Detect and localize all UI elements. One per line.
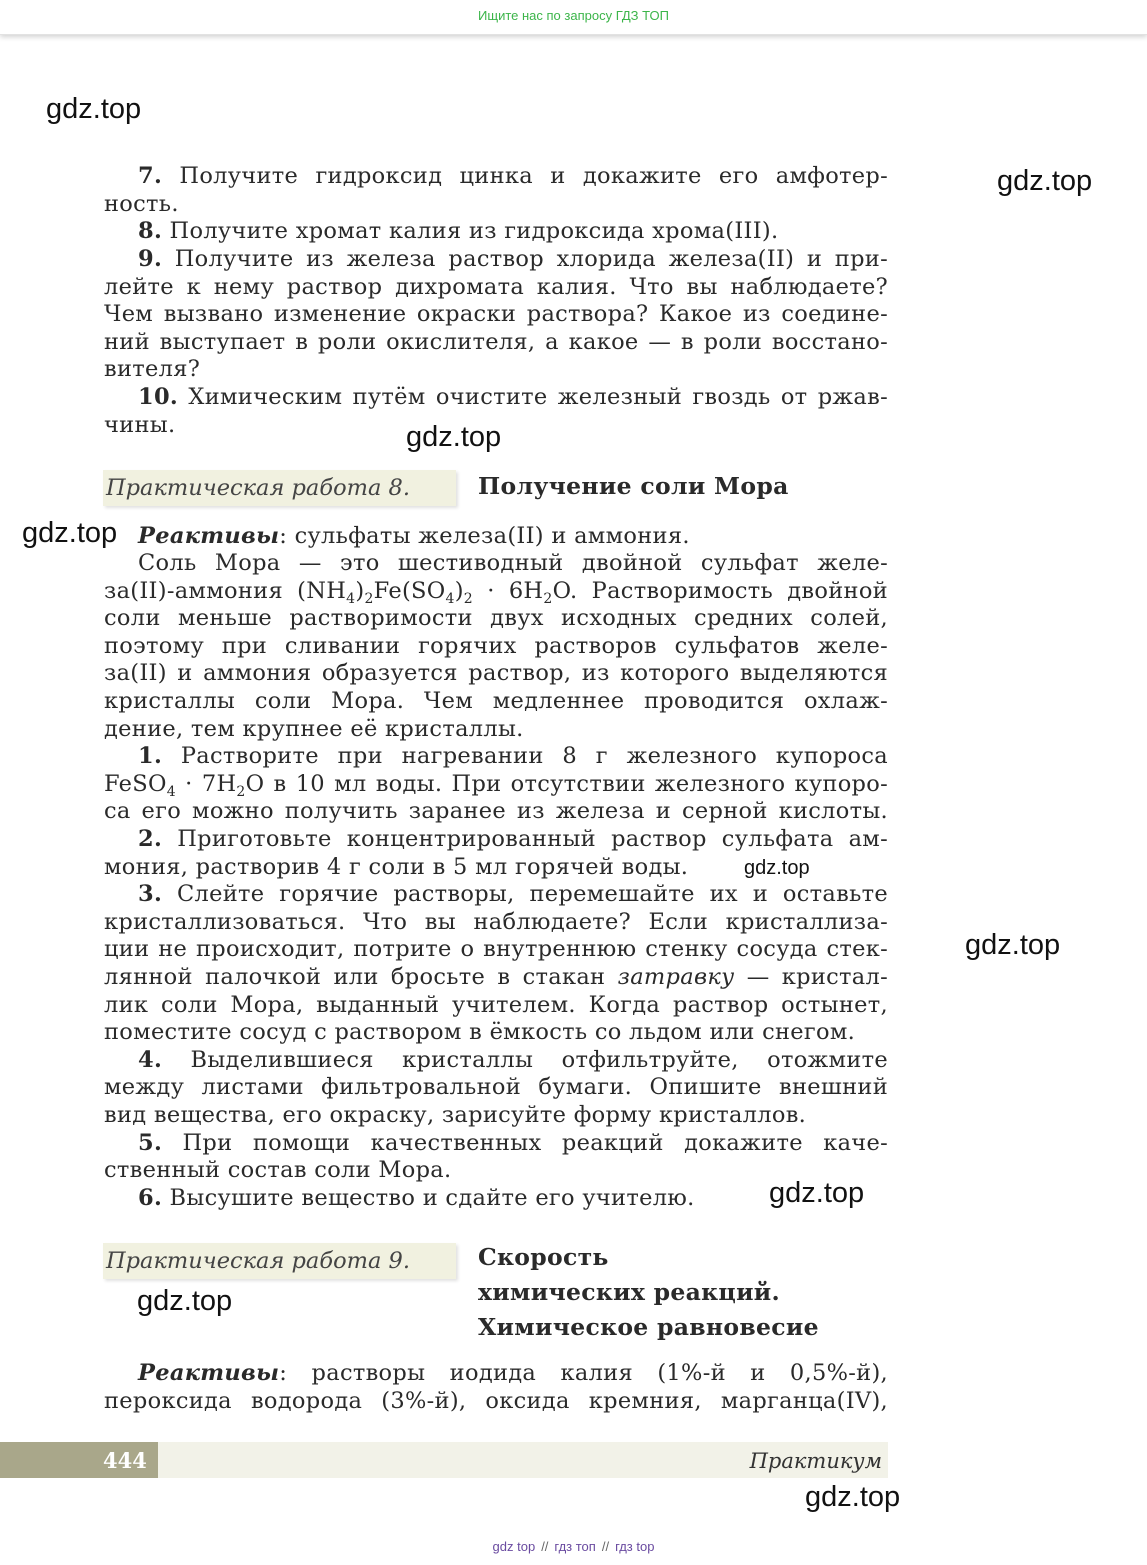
- work-8-para: за(II) и аммония образуется раствор, из которого выделяются: [104, 660, 888, 686]
- item-8-line: 8. Получите хромат калия из гидроксида хрома(III).: [138, 218, 779, 244]
- work-8-reagents: Реактивы: сульфаты железа(II) и аммония.: [138, 523, 690, 549]
- watermark: gdz.top: [22, 517, 118, 549]
- watermark: gdz.top: [769, 1177, 865, 1209]
- top-banner[interactable]: Ищите нас по запросу ГДЗ ТОП: [0, 0, 1147, 35]
- work-8-para: поэтому при сливании горячих растворов сульфатов желе-: [104, 633, 888, 659]
- work-9-label: Практическая работа 9.: [103, 1243, 456, 1279]
- step-3-line: лик соли Мора, выданный учителем. Когда раствор остынет,: [104, 992, 888, 1018]
- step-3-line: лянной палочкой или бросьте в стакан затравку — кристал-: [104, 964, 888, 990]
- step-4-line: вид вещества, его окраску, зарисуйте форму кристаллов.: [104, 1102, 807, 1128]
- step-1-line: 1. Растворите при нагревании 8 г железного купороса: [138, 743, 889, 769]
- item-7-line: 7. Получите гидроксид цинка и докажите его амфотер-: [138, 163, 889, 189]
- section-name: Практикум: [749, 1449, 882, 1473]
- item-9-line: 9. Получите из железа раствор хлорида железа(II) и при-: [138, 246, 889, 272]
- bottom-links: [0, 1539, 1147, 1554]
- work-8-para: за(II)-аммония $(NH_4)_2Fe(SO_4)_2 \cdot 6H_2O$. Растворимость двойной: [104, 578, 888, 607]
- step-1-line: FeSO$_4$ · $7H_2O$ в 10 мл воды. При отсутствии железного купоро-: [104, 771, 888, 800]
- page-number: 444: [103, 1448, 147, 1473]
- work-8-para: Соль Мора — это шестиводный двойной сульфат желе-: [138, 550, 888, 576]
- page-number-bar: [0, 1442, 158, 1478]
- watermark: gdz.top: [137, 1285, 233, 1317]
- work-8-para: соли меньше растворимости двух исходных средних солей,: [104, 605, 888, 631]
- item-9-line: вителя?: [104, 356, 201, 382]
- link-separator: //: [541, 1539, 549, 1554]
- step-4-line: 4. Выделившиеся кристаллы отфильтруйте, отожмите: [138, 1047, 888, 1073]
- work-8-para: кристаллы соли Мора. Чем медленнее проводится охлаж-: [104, 688, 888, 714]
- step-3-line: кристаллизоваться. Что вы наблюдаете? Если кристаллиза-: [104, 909, 888, 935]
- watermark: gdz.top: [965, 929, 1061, 961]
- work-9-reagents: Реактивы: растворы иодида калия (1%-й и 0,5%-й),: [138, 1360, 888, 1386]
- work-9-title-line: Скорость: [478, 1243, 609, 1271]
- step-4-line: между листами фильтровальной бумаги. Опишите внешний: [104, 1074, 888, 1100]
- work-8-title: Получение соли Мора: [478, 472, 789, 500]
- work-8-para: дение, тем крупнее её кристаллы.: [104, 716, 524, 742]
- link-separator: //: [601, 1539, 610, 1554]
- step-3-line: ции не происходит, потрите о внутреннюю стенку сосуда стек-: [104, 936, 888, 962]
- item-10-line: 10. Химическим путём очистите железный гвоздь от ржав-: [138, 384, 889, 410]
- bottom-link[interactable]: гдз топ: [554, 1539, 596, 1554]
- step-5-line: ственный состав соли Мора.: [104, 1157, 452, 1183]
- work-9-title-line: Химическое равновесие: [478, 1313, 819, 1341]
- item-9-line: Чем вызвано изменение окраски раствора? Какое из соедине-: [104, 301, 888, 327]
- step-3-line: 3. Слейте горячие растворы, перемешайте их и оставьте: [138, 881, 889, 907]
- step-6-line: 6. Высушите вещество и сдайте его учителю.: [138, 1185, 695, 1211]
- work-9-title-line: химических реакций.: [478, 1278, 781, 1306]
- step-2-line: 2. Приготовьте концентрированный раствор сульфата ам-: [138, 826, 889, 852]
- step-1-line: са его можно получить заранее из железа и серной кислоты.: [104, 798, 888, 824]
- item-7-line: ность.: [104, 191, 179, 217]
- watermark: gdz.top: [744, 857, 810, 879]
- item-9-line: лейте к нему раствор дихромата калия. Что вы наблюдаете?: [104, 274, 888, 300]
- bottom-link[interactable]: gdz top: [492, 1539, 536, 1554]
- item-9-line: ний выступает в роли окислителя, а какое — в роли восстано-: [104, 329, 888, 355]
- watermark: gdz.top: [997, 165, 1093, 197]
- work-9-reagents: пероксида водорода (3%-й), оксида кремния, марганца(IV),: [104, 1388, 888, 1414]
- section-footer: [158, 1442, 888, 1478]
- work-8-label: Практическая работа 8.: [103, 470, 456, 506]
- step-3-line: поместите сосуд с раствором в ёмкость со льдом или снегом.: [104, 1019, 856, 1045]
- watermark: gdz.top: [805, 1481, 901, 1513]
- bottom-link[interactable]: гдз top: [615, 1539, 655, 1554]
- step-2-line: мония, растворив 4 г соли в 5 мл горячей воды.: [104, 854, 689, 880]
- item-10-line: чины.: [104, 412, 176, 438]
- watermark: gdz.top: [406, 421, 502, 453]
- step-5-line: 5. При помощи качественных реакций докажите каче-: [138, 1130, 888, 1156]
- watermark: gdz.top: [46, 93, 142, 125]
